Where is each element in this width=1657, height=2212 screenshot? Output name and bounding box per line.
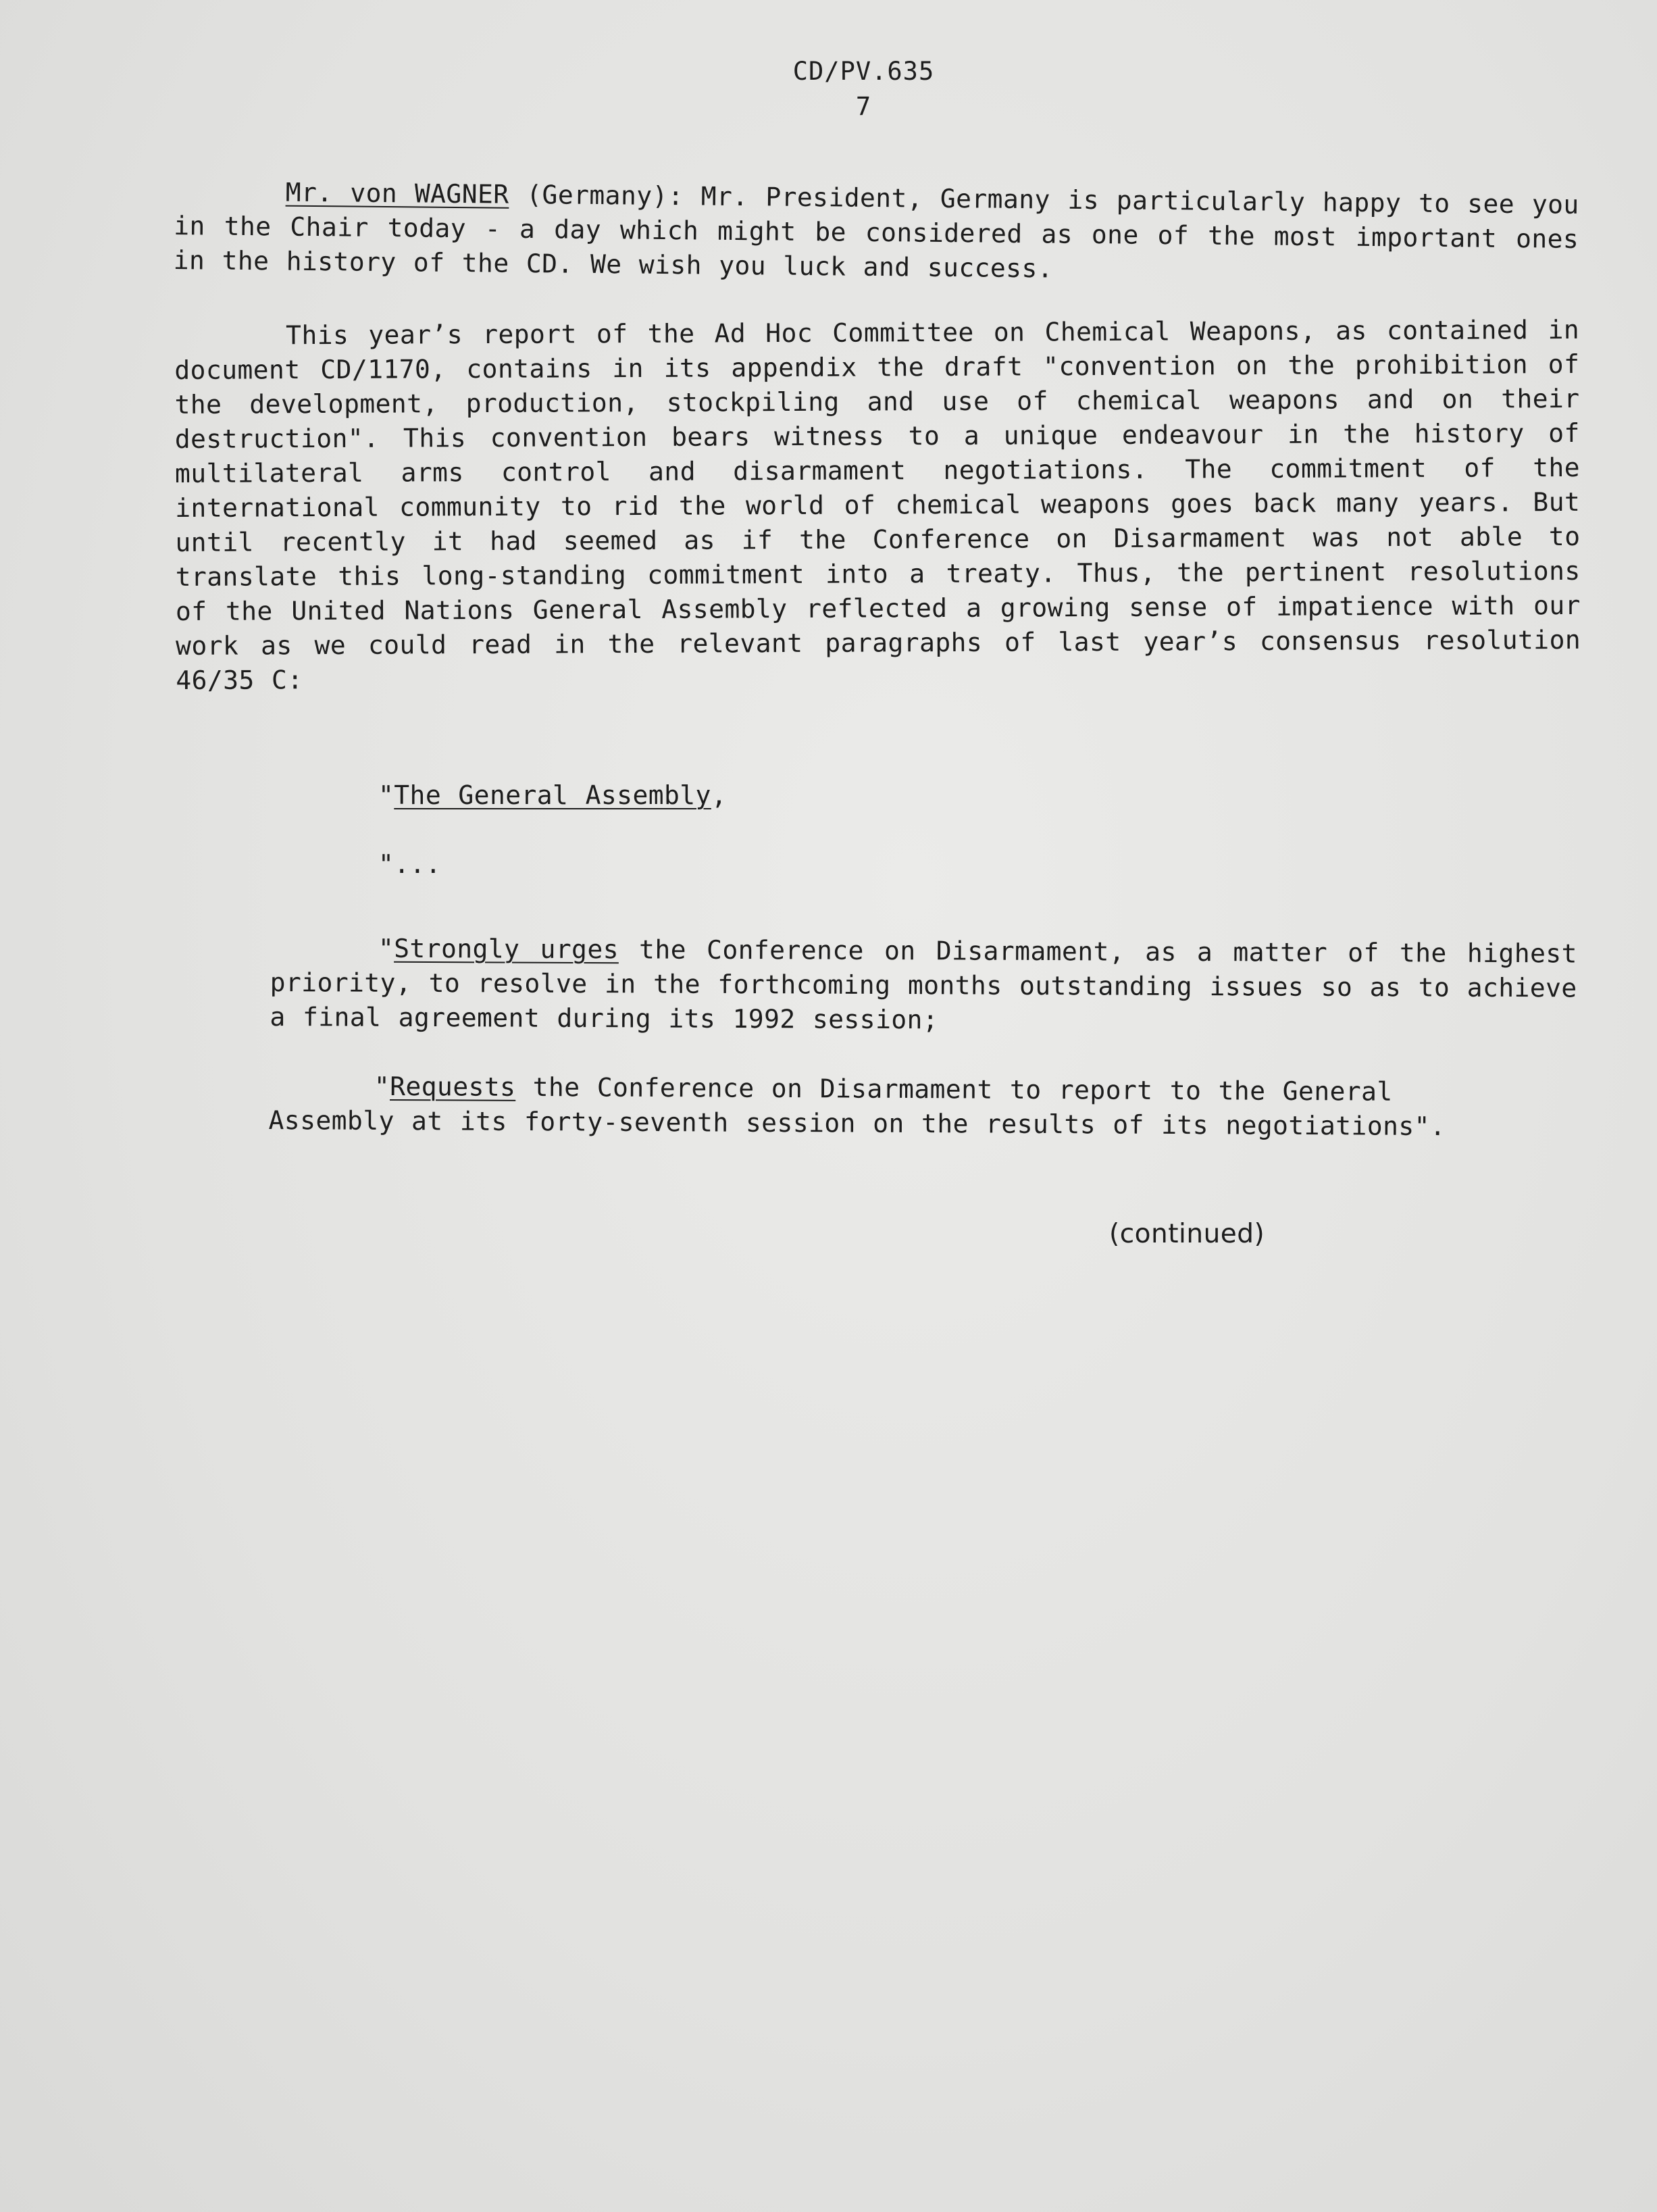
quote-clause-strongly-urges: "Strongly urges the Conference on Disarmament, as a matter of the highest priority, to resolve in the forthcoming months outstanding issues so as to achieve a final agreement during its 1992 session; [270, 933, 1577, 1035]
clause-2-text: the Conference on Disarmament to report to the General Assembly at its forty-seventh session on the results of its negotiations". [268, 1072, 1446, 1142]
quote-heading: "The General Assembly, [378, 780, 728, 810]
paragraph-2-text: This year’s report of the Ad Hoc Committee on Chemical Weapons, as contained in document CD/1170, contains in its appendix the draft "convention on the prohibition of the development, production, stockpiling and use of chemical weapons and on their destruction". This convention bears witness to a unique endeavour in the history of multilateral arms control and disarmament negotiations. The commitment of the international community to rid the world of chemical weapons goes back many years. But until recently it had seemed as if the Conference on Disarmament was not able to translate this long-standing commitment into a treaty. Thus, the pertinent resolutions of the United Nations General Assembly reflected a growing sense of impatience with our work as we could read in the relevant paragraphs of last year’s consensus resolution 46/35 C: [174, 314, 1581, 695]
clause-1-lead: Strongly urges [394, 933, 619, 965]
general-assembly-heading: The General Assembly [394, 780, 711, 810]
clause-1-text: the Conference on Disarmament, as a matter of the highest priority, to resolve in the forthcoming months outstanding issues so as to achieve a final agreement during its 1992 session; [270, 934, 1577, 1035]
document-symbol: CD/PV.635 [792, 57, 935, 86]
speaker-country: (Germany): [509, 179, 684, 211]
speech-paragraph-1 [174, 174, 1579, 291]
speaker-name: Mr. von WAGNER [285, 177, 509, 209]
quote-clause-requests: "Requests the Conference on Disarmament to report to the General Assembly at its forty-seventh session on the results of its negotiations". [268, 1071, 1446, 1142]
continued-marker: (continued) [1109, 1219, 1265, 1249]
speech-paragraph-2 [174, 313, 1581, 698]
quote-ellipsis: "... [378, 849, 442, 879]
page-number: 7 [855, 92, 872, 121]
paragraph-1-text: Mr. President, Germany is particularly happy to see you in the Chair today - a day which might be considered as one of the most important ones in the history of the CD. We wish you luck and success. [173, 181, 1579, 284]
clause-2-lead: Requests [390, 1071, 516, 1102]
